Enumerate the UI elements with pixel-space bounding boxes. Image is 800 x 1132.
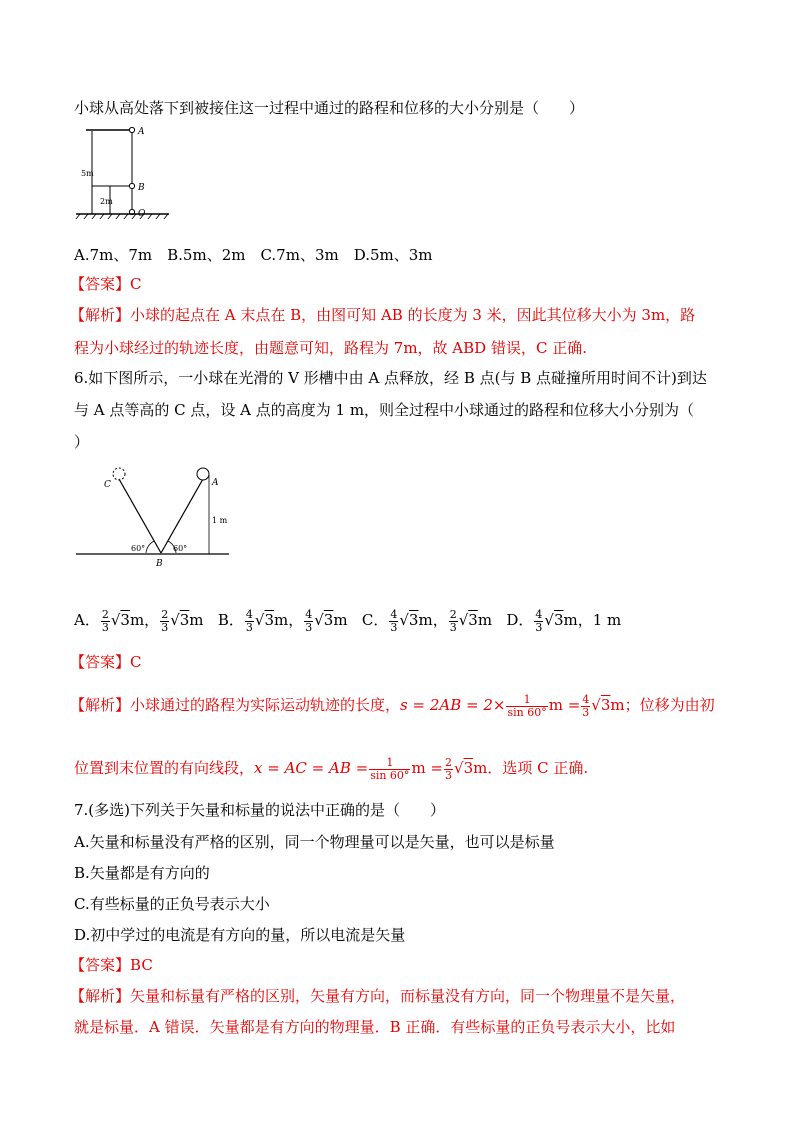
analysis-text: 小球的起点在 A 末点在 B，由图可知 AB 的长度为 3 米，因此其位移大小为 3m，路 xyxy=(130,306,696,324)
q7-stem: 7.(多选)下列关于矢量和标量的说法中正确的是（ ） xyxy=(74,801,446,819)
fraction: $\frac{2}{3}$ xyxy=(161,607,169,634)
answer-label: 【答案】 xyxy=(70,275,131,293)
option-c-label: C． xyxy=(361,611,389,629)
q7-option-d: D.初中学过的电流是有方向的量，所以电流是矢量 xyxy=(74,926,406,944)
option-b-label: B． xyxy=(217,611,244,629)
analysis-label: 【解析】 xyxy=(70,696,131,714)
analysis-label: 【解析】 xyxy=(70,987,131,1005)
fraction: $\frac{4}{3}$ xyxy=(390,607,398,634)
q7-option-a: A.矢量和标量没有严格的区别，同一个物理量可以是矢量，也可以是标量 xyxy=(74,833,555,851)
answer-value: C xyxy=(130,275,142,293)
q5-analysis-line2: 程为小球经过的轨迹长度，由题意可知，路程为 7m，故 ABD 错误，C 正确. xyxy=(74,339,587,357)
q7-analysis-line2: 就是标量．A 错误．矢量都是有方向的物理量．B 正确．有些标量的正负号表示大小，比如 xyxy=(74,1018,676,1036)
q7-option-b: B.矢量都是有方向的 xyxy=(74,864,210,882)
q6-label-C: C xyxy=(104,480,111,490)
q6-stem-line2: 与 A 点等高的 C 点，设 A 点的高度为 1 m，则全过程中小球通过的路程和位移大小分别为（ xyxy=(74,401,695,419)
answer-label: 【答案】 xyxy=(70,956,131,974)
q5-answer xyxy=(70,274,142,294)
q6-stem-line1: 6.如下图所示，一小球在光滑的 V 形槽中由 A 点释放，经 B 点(与 B 点碰撞所用时间不计)到达 xyxy=(74,369,707,387)
option-d-label: D． xyxy=(506,611,534,629)
fraction: $\frac{2}{3}$ xyxy=(449,607,457,634)
q6-height: 1 m xyxy=(212,516,228,525)
q6-analysis-line2: 位置到末位置的有向线段，x = AC = AB = $\frac{1}{\sin 60^\circ}$ m = $\frac{2}{3}$ √3m．选项 C 正确. xyxy=(74,755,589,782)
q6-angle-left: 60° xyxy=(131,544,146,553)
q5-label-A: A xyxy=(138,127,145,137)
q6-label-A: A xyxy=(212,478,219,488)
q5-label-O: O xyxy=(138,209,146,219)
q5-height-2m: 2m xyxy=(100,197,113,206)
q5-stem: 小球从高处落下到被接住这一过程中通过的路程和位移的大小分别是（ ） xyxy=(74,99,585,117)
q6-stem-line3: ） xyxy=(74,433,90,451)
answer-value: C xyxy=(130,653,142,671)
fraction: $\frac{4}{3}$ xyxy=(305,607,313,634)
option-a-label: A． xyxy=(74,611,100,629)
q7-option-c: C.有些标量的正负号表示大小 xyxy=(74,895,270,913)
q7-analysis-line1: 【解析】矢量和标量有严格的区别，矢量有方向，而标量没有方向，同一个物理量不是矢量， xyxy=(70,987,686,1005)
q6-analysis-line1: 【解析】小球通过的路程为实际运动轨迹的长度，s = 2AB = 2× $\frac{1}{\sin 60^\circ}$ m = $\frac{4}{3}$ √3m；位移为由初 xyxy=(70,692,715,719)
q5-analysis-line1 xyxy=(70,305,695,325)
answer-label: 【答案】 xyxy=(70,653,131,671)
q6-options: A． $\frac{2}{3}$ √3m， $\frac{2}{3}$ √3m B． $\frac{4}{3}$ √3m， $\frac{4}{3}$ √3m C． $\frac{4}{3}$ √3m， $\frac{2}{3}$ √3m D． $\frac{4}{3}$ √3m，1 m xyxy=(74,607,622,634)
fraction: $\frac{2}{3}$ xyxy=(101,607,109,634)
q5-figure xyxy=(74,124,174,224)
q5-height-5m: 5m xyxy=(81,169,94,178)
q6-answer xyxy=(70,652,142,672)
fraction: $\frac{4}{3}$ xyxy=(535,607,543,634)
q6-figure xyxy=(74,465,234,575)
analysis-label: 【解析】 xyxy=(70,306,131,324)
q7-answer xyxy=(70,955,153,975)
q5-options: A.7m、7m B.5m、2m C.7m、3m D.5m、3m xyxy=(74,246,433,264)
q6-angle-right: 60° xyxy=(173,544,188,553)
q6-label-B: B xyxy=(156,559,163,569)
answer-value: BC xyxy=(130,956,153,974)
q5-label-B: B xyxy=(138,183,145,193)
fraction: $\frac{4}{3}$ xyxy=(245,607,253,634)
